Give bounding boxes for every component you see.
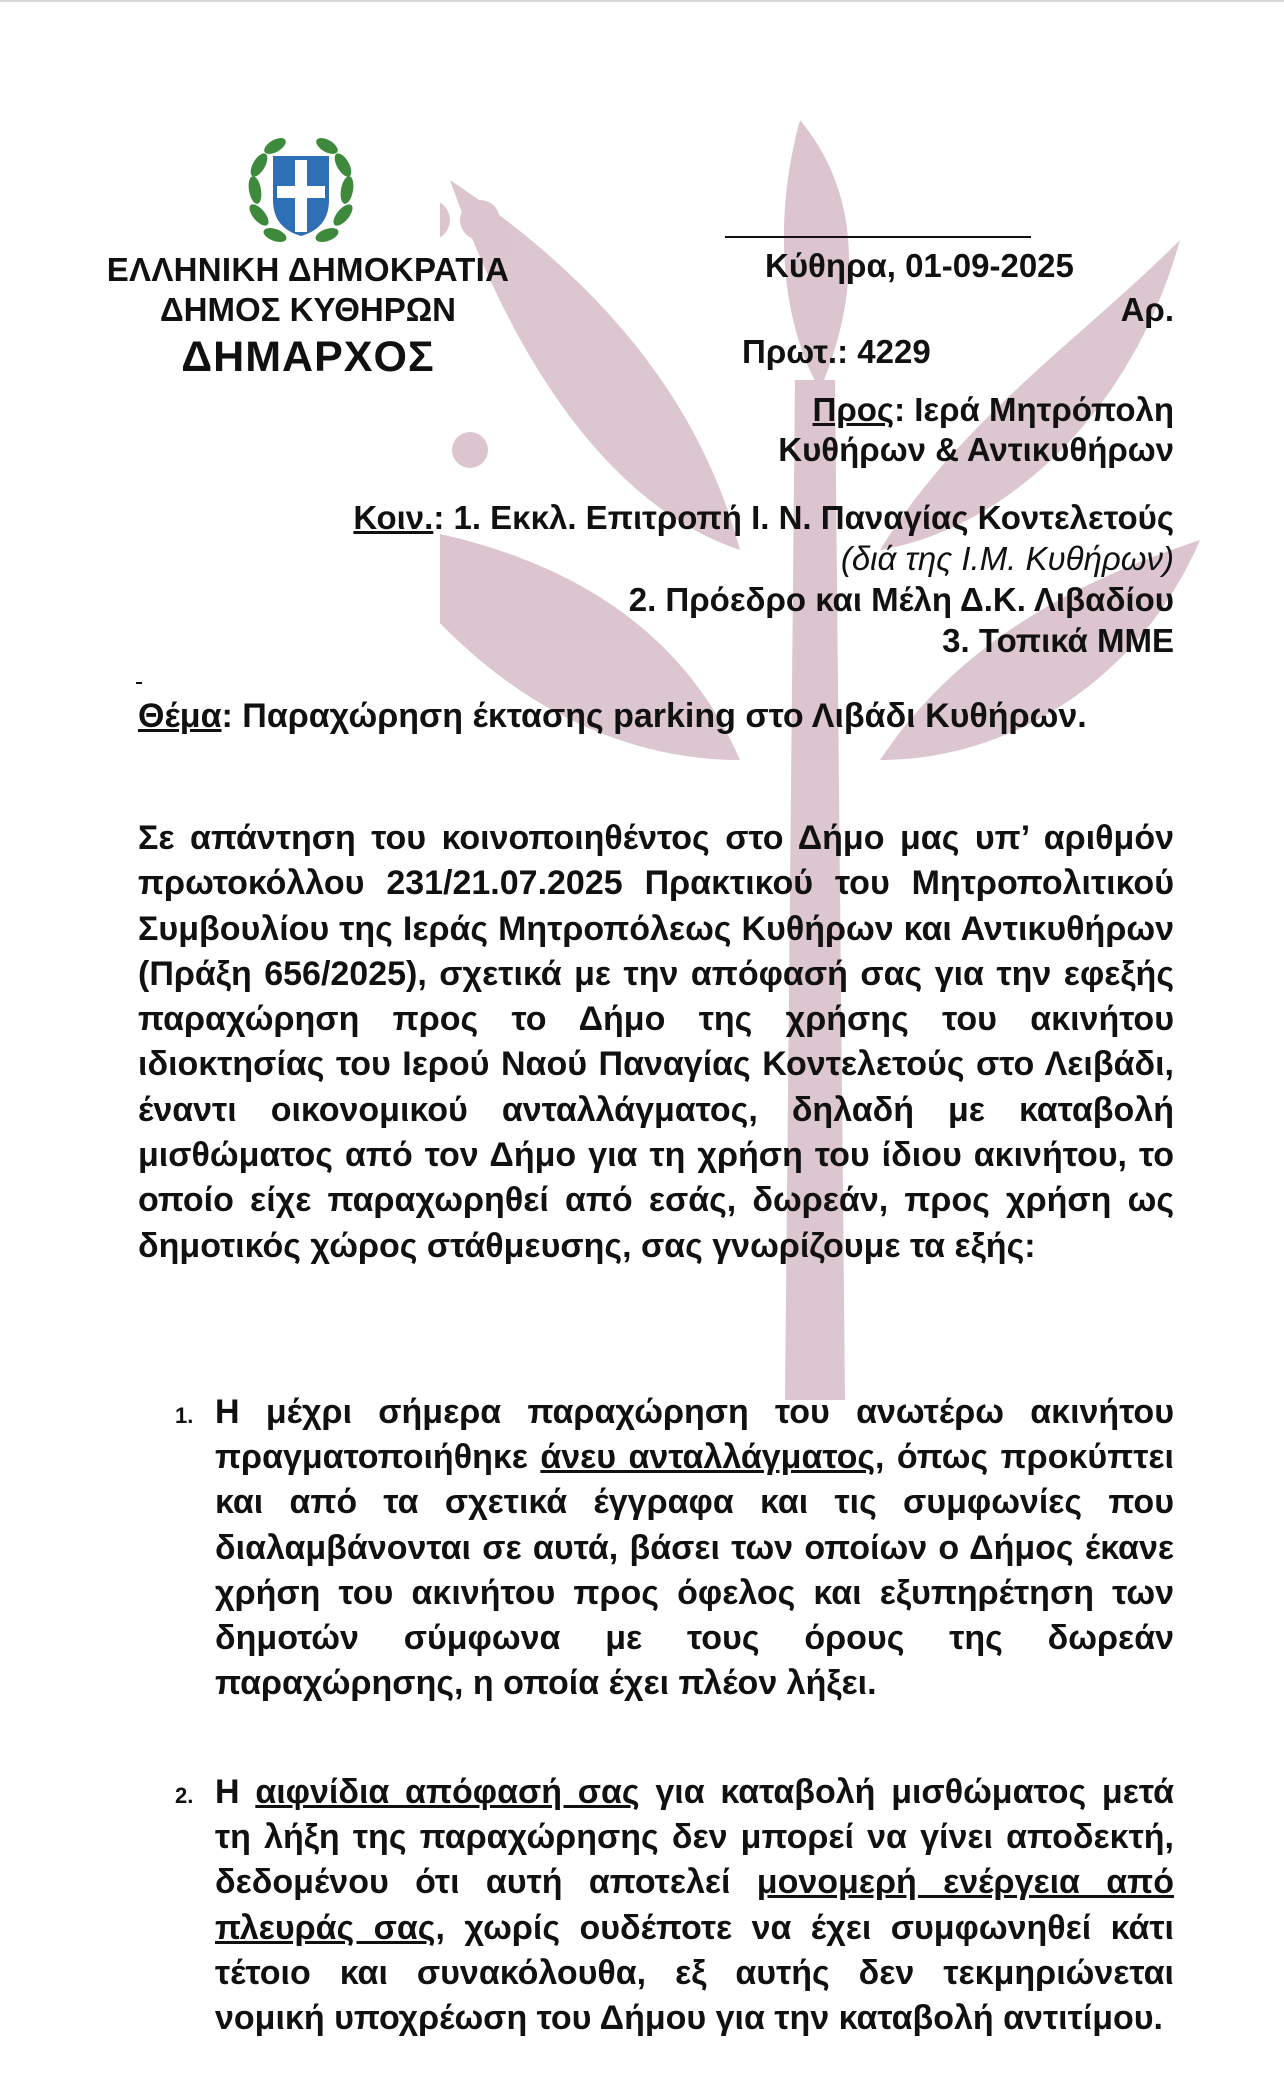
item-1-text — [215, 1390, 1174, 1706]
item-2-part-a: Η — [215, 1773, 256, 1811]
issuer-header — [88, 250, 528, 384]
item-1-part-a: Η μέχρι σήμερα παραχώρηση του ανωτέρω ακινήτου πραγματοποιήθηκε — [215, 1393, 1174, 1477]
item-1-underlined: άνευ ανταλλάγματος — [540, 1438, 876, 1477]
cc-label: Κοιν. — [353, 499, 434, 536]
protocol-number: Πρωτ.: 4229 — [742, 333, 931, 370]
number-label: Αρ. — [1120, 291, 1174, 328]
cc-item-1: : 1. Εκκλ. Επιτροπή Ι. Ν. Παναγίας Κοντελετούς — [433, 499, 1174, 536]
cc-item-2: 2. Πρόεδρο και Μέλη Δ.Κ. Λιβαδίου — [628, 581, 1174, 618]
dash-mark — [136, 682, 142, 684]
state-name: ΕΛΛΗΝΙΚΗ ΔΗΜΟΚΡΑΤΙΑ — [106, 251, 510, 288]
place-date: Κύθηρα, 01-09-2025 — [765, 247, 1074, 284]
item-2-number: 2. — [175, 1783, 194, 1808]
recipient-name: : Ιερά Μητρόπολη — [894, 391, 1174, 428]
greek-emblem-icon — [245, 130, 357, 250]
recipient-line-2: Κυθήρων & Αντικυθήρων — [778, 431, 1174, 468]
cc-line-2: (διά της Ι.Μ. Κυθήρων) — [840, 540, 1174, 577]
item-2-text — [215, 1770, 1174, 2041]
subject — [138, 694, 1174, 739]
top-border — [0, 0, 1284, 2]
subject-label: Θέμα — [138, 697, 222, 735]
item-2-part-b: για καταβολή μισθώματος μετά τη λήξη της παραχώρησης δεν μπορεί να γίνει αποδεκτή, δεδομένου ότι αυτή αποτελεί — [215, 1773, 1174, 1902]
cc-line-1 — [353, 498, 1174, 538]
item-1-part-b: , όπως προκύπτει και από τα σχετικά έγγραφα και τις συμφωνίες που διαλαμβάνονται σε αυτά, βάσει των οποίων ο Δήμος έκανε χρήση του ακινήτου προς όφελος και εξυπηρέτηση των δημοτών σύμφωνα με τους όρους της δωρεάν παραχώρησης, η οποία έχει πλέον λήξει. — [215, 1438, 1174, 1703]
item-1-number: 1. — [175, 1403, 194, 1428]
top-rule — [725, 236, 1031, 238]
item-2-part-c: , χωρίς ουδέποτε να έχει συμφωνηθεί κάτι τέτοιο και συνακόλουθα, εξ αυτής δεν τεκμηριώνεται νομική υποχρέωση του Δήμου για την καταβολή αντιτίμου. — [215, 1908, 1174, 2038]
item-2-underlined-1: αιφνίδια απόφασή σας — [255, 1773, 640, 1811]
office-name: ΔΗΜΑΡΧΟΣ — [181, 333, 435, 381]
recipient-line-1 — [813, 390, 1174, 430]
recipient-label: Προς — [812, 391, 895, 428]
municipality-name: ΔΗΜΟΣ ΚΥΘΗΡΩΝ — [159, 291, 457, 328]
item-2-underlined-2: μονομερή ενέργεια από πλευράς σας — [215, 1863, 1174, 1947]
subject-text: : Παραχώρηση έκτασης parking στο Λιβάδι Κυθήρων. — [221, 697, 1087, 735]
intro-paragraph: Σε απάντηση του κοινοποιηθέντος στο Δήμο μας υπ’ αριθμόν πρωτοκόλλου 231/21.07.2025 Πρακτικού του Μητροπολιτικού Συμβουλίου της Ιεράς Μητροπόλεως Κυθήρων και Αντικυθήρων (Πράξη 656/2025), σχετικά με την απόφασή σας για την εφεξής παραχώρηση προς το Δήμο της χρήσης του ακινήτου ιδιοκτησίας του Ιερού Ναού Παναγίας Κοντελετούς στο Λειβάδι, έναντι οικονομικού ανταλλάγματος, δηλαδή με καταβολή μισθώματος από τον Δήμο για τη χρήση του ίδιου ακινήτου, το οποίο είχε παραχωρηθεί από εσάς, δωρεάν, προς χρήση ως δημοτικός χώρος στάθμευσης, σας γνωρίζουμε τα εξής: — [138, 819, 1174, 1265]
cc-item-3: 3. Τοπικά ΜΜΕ — [942, 622, 1174, 659]
